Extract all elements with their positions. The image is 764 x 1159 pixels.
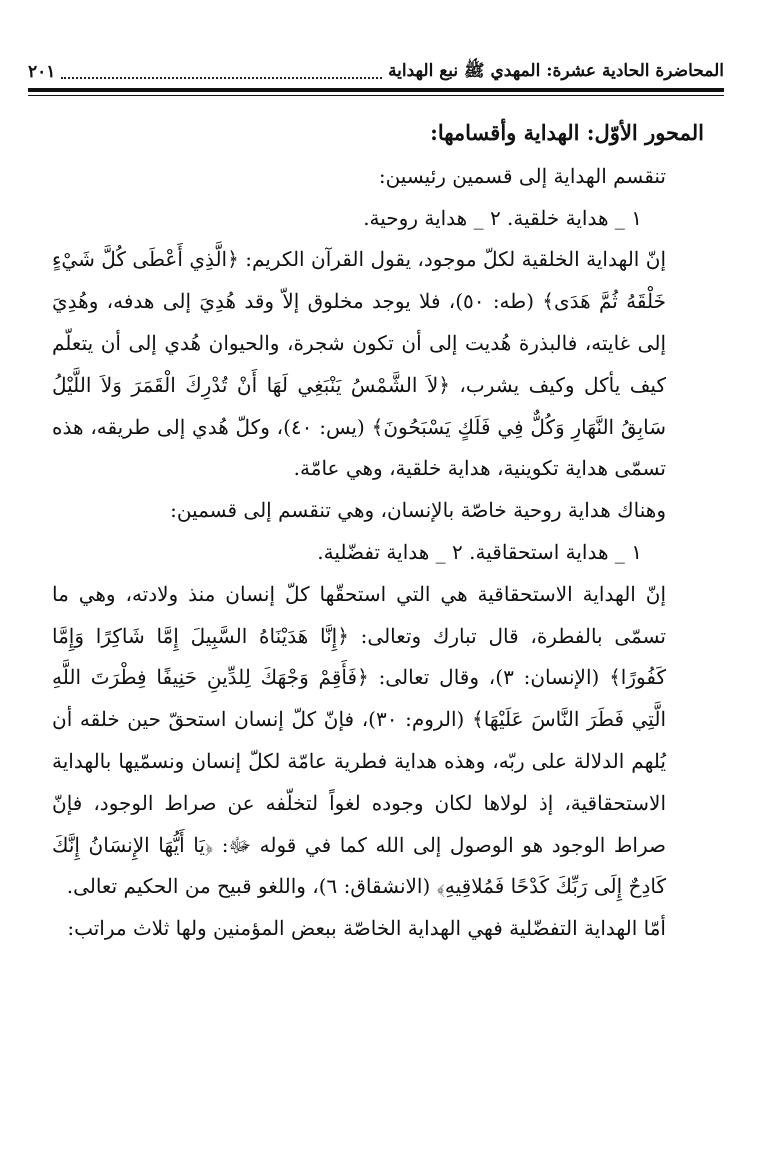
intro-spiritual-guidance: وهناك هداية روحية خاصّة بالإنسان، وهي تنقسم إلى قسمين: [170, 498, 666, 523]
running-title: المحاضرة الحادية عشرة: المهدي ﷺ نبع الهداية [388, 60, 724, 81]
page-number: ٢٠١ [28, 62, 56, 82]
page-body [52, 112, 704, 950]
paragraph-entitled-guidance: إنّ الهداية الاستحقاقية هي التي استحقّها كلّ إنسان منذ ولادته، وهي ما تسمّى بالفطرة، قال تبارك وتعالى: ﴿إِنَّا هَدَيْنَاهُ السَّبِيلَ إِمَّا شَاكِرًا وَإِمَّا كَفُورًا﴾ (الإنسان: ٣)، وقال تعالى: ﴿فَأَقِمْ وَجْهَكَ لِلدِّينِ حَنِيفًا فِطْرَتَ اللَّهِ الَّتِي فَطَرَ النَّاسَ عَلَيْهَا﴾ (الروم: ٣٠)، فإنّ كلّ إنسان استحقّ حين خلقه أن يُلهم الدلالة على ربّه، وهذه هداية فطرية عامّة لكلّ إنسان ونسمّيها بالهداية الاستحقاقية، إذ لولاها لكان وجوده لغواً لتخلّفه عن صراط الوجود، فإنّ صراط الوجود هو الوصول إلى الله كما في قوله ﷻ: ﴿يَا أَيُّهَا الإِنسَانُ إِنَّكَ كَادِحٌ إِلَى رَبِّكَ كَدْحًا فَمُلاقِيهِ﴾ (الانشقاق: ٦)، واللغو قبيح من الحكيم تعالى. [52, 581, 666, 899]
paragraph-graceful-guidance: أمّا الهداية التفضّلية فهي الهداية الخاصّة ببعض المؤمنين ولها ثلاث مراتب: [67, 916, 666, 941]
paragraph-creational-guidance: إنّ الهداية الخلقية لكلّ موجود، يقول القرآن الكريم: ﴿الَّذِي أَعْطَى كُلَّ شَيْءٍ خَلْقَهُ ثُمَّ هَدَى﴾ (طه: ٥٠)، فلا يوجد مخلوق إلاّ وقد هُدِيَ إلى هدفه، وهُدِيَ إلى غايته، فالبذرة هُديت إلى أن تكون شجرة، والحيوان هُدي إلى أن يتعلّم كيف يأكل وكيف يشرب، ﴿لاَ الشَّمْسُ يَنْبَغِي لَهَا أَنْ تُدْرِكَ الْقَمَرَ وَلاَ اللَّيْلُ سَابِقُ النَّهَارِ وَكُلٌّ فِي فَلَكٍ يَسْبَحُونَ﴾ (يس: ٤٠)، وكلّ هُدي إلى طريقه، هذه تسمّى هداية تكوينية، هداية خلقية، وهي عامّة. [52, 247, 667, 481]
intro-line: تنقسم الهداية إلى قسمين رئيسين: [378, 163, 666, 188]
header-rule-thin [28, 95, 724, 96]
header-rule-thick [28, 88, 724, 92]
list-guidance-types: ١ _ هداية خلقية. ٢ _ هداية روحية. [363, 205, 642, 230]
leader-dots [61, 65, 382, 79]
section-heading: المحور الأوّل: الهداية وأقسامها: [430, 120, 704, 145]
page-header [28, 56, 724, 88]
list-spiritual-types: ١ _ هداية استحقاقية. ٢ _ هداية تفضّلية. [317, 539, 642, 564]
